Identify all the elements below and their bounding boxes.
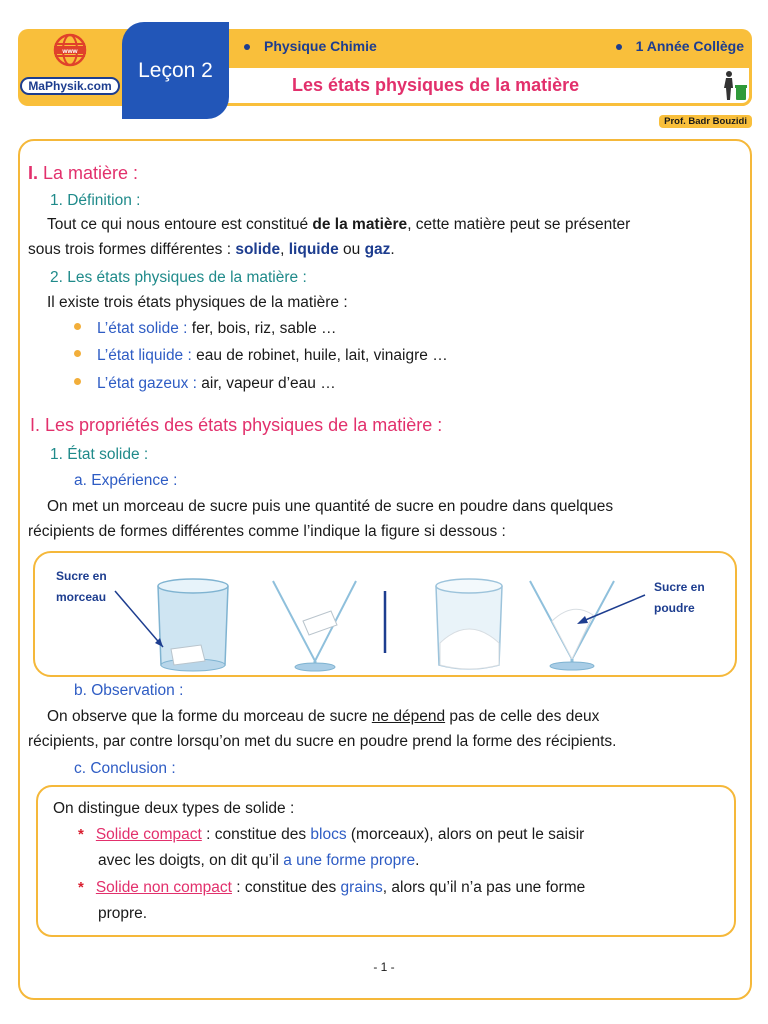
subject-label: Physique Chimie	[244, 38, 377, 54]
beaker-with-sugar-cube	[158, 579, 228, 671]
bullet-icon	[74, 323, 81, 330]
cone-glass-with-sugar-powder	[530, 581, 614, 670]
conclusion-intro: On distingue deux types de solide :	[53, 800, 295, 817]
conclusion-item-noncompact: * Solide non compact : constitue des grains, alors qu’il n’a pas une forme	[78, 879, 586, 896]
observation-line-2: récipients, par contre lorsqu’on met du sucre en poudre prend la forme des récipients.	[28, 733, 617, 750]
conclusion-item-compact-line-2: avec les doigts, on dit qu’il a une forme propre.	[98, 852, 420, 869]
observation-line-1: On observe que la forme du morceau de sucre ne dépend pas de celle des deux	[47, 708, 600, 725]
section-2-heading: I. Les propriétés des états physiques de la matière :	[30, 415, 443, 435]
grade-label: 1 Année Collège	[616, 38, 744, 54]
definition-line-1: Tout ce qui nous entoure est constitué de la matière, cette matière peut se présenter	[47, 216, 631, 233]
cone-glass-with-sugar-cube	[273, 581, 356, 671]
states-heading: 2. Les états physiques de la matière :	[50, 269, 307, 286]
beaker-with-sugar-powder	[436, 579, 502, 669]
asterisk-icon: *	[78, 826, 84, 843]
asterisk-icon: *	[78, 879, 84, 896]
conclusion-item-compact: * Solide compact : constitue des blocs (morceaux), alors on peut le saisir	[78, 826, 585, 843]
bullet-dot-icon	[244, 44, 250, 50]
author-badge: Prof. Badr Bouzidi	[659, 115, 752, 128]
bullet-dot-icon	[616, 44, 622, 50]
pointer-arrow-left	[115, 591, 163, 647]
bullet-icon	[74, 350, 81, 357]
conclusion-heading: c. Conclusion :	[74, 760, 176, 777]
conclusion-item-noncompact-line-2: propre.	[98, 905, 148, 922]
experiment-figure	[33, 551, 737, 677]
experiment-line-2: récipients de formes différentes comme l’indique la figure si dessous :	[28, 523, 506, 540]
definition-line-2: sous trois formes différentes : solide, liquide ou gaz.	[28, 241, 395, 258]
label-sugar-powder: Sucre en poudre	[654, 580, 705, 615]
solid-state-heading: 1. État solide :	[50, 446, 149, 463]
globe-www-icon	[50, 31, 90, 69]
definition-heading: 1. Définition :	[50, 192, 141, 209]
site-logo-text[interactable]: MaPhysik.com	[20, 77, 120, 95]
section-1-heading: I. La matière :	[28, 163, 139, 183]
states-intro: Il existe trois états physiques de la matière :	[47, 294, 348, 311]
lesson-badge: Leçon 2	[122, 22, 229, 119]
page-number: - 1 -	[373, 960, 395, 974]
state-item-liquid: L’état liquide : eau de robinet, huile, lait, vinaigre …	[74, 344, 448, 368]
observation-heading: b. Observation :	[74, 682, 184, 699]
state-item-gas: L’état gazeux : air, vapeur d’eau …	[74, 372, 336, 396]
label-sugar-cube: Sucre en morceau	[56, 569, 107, 604]
state-item-solid: L’état solide : fer, bois, riz, sable …	[74, 317, 337, 341]
bullet-icon	[74, 378, 81, 385]
svg-text:www: www	[62, 48, 78, 55]
pointer-arrow-right	[583, 595, 645, 621]
experiment-line-1: On met un morceau de sucre puis une quantité de sucre en poudre dans quelques	[47, 498, 614, 515]
experiment-heading: a. Expérience :	[74, 472, 178, 489]
page-title: Les états physiques de la matière	[292, 75, 580, 95]
person-recycling-icon	[722, 70, 748, 102]
